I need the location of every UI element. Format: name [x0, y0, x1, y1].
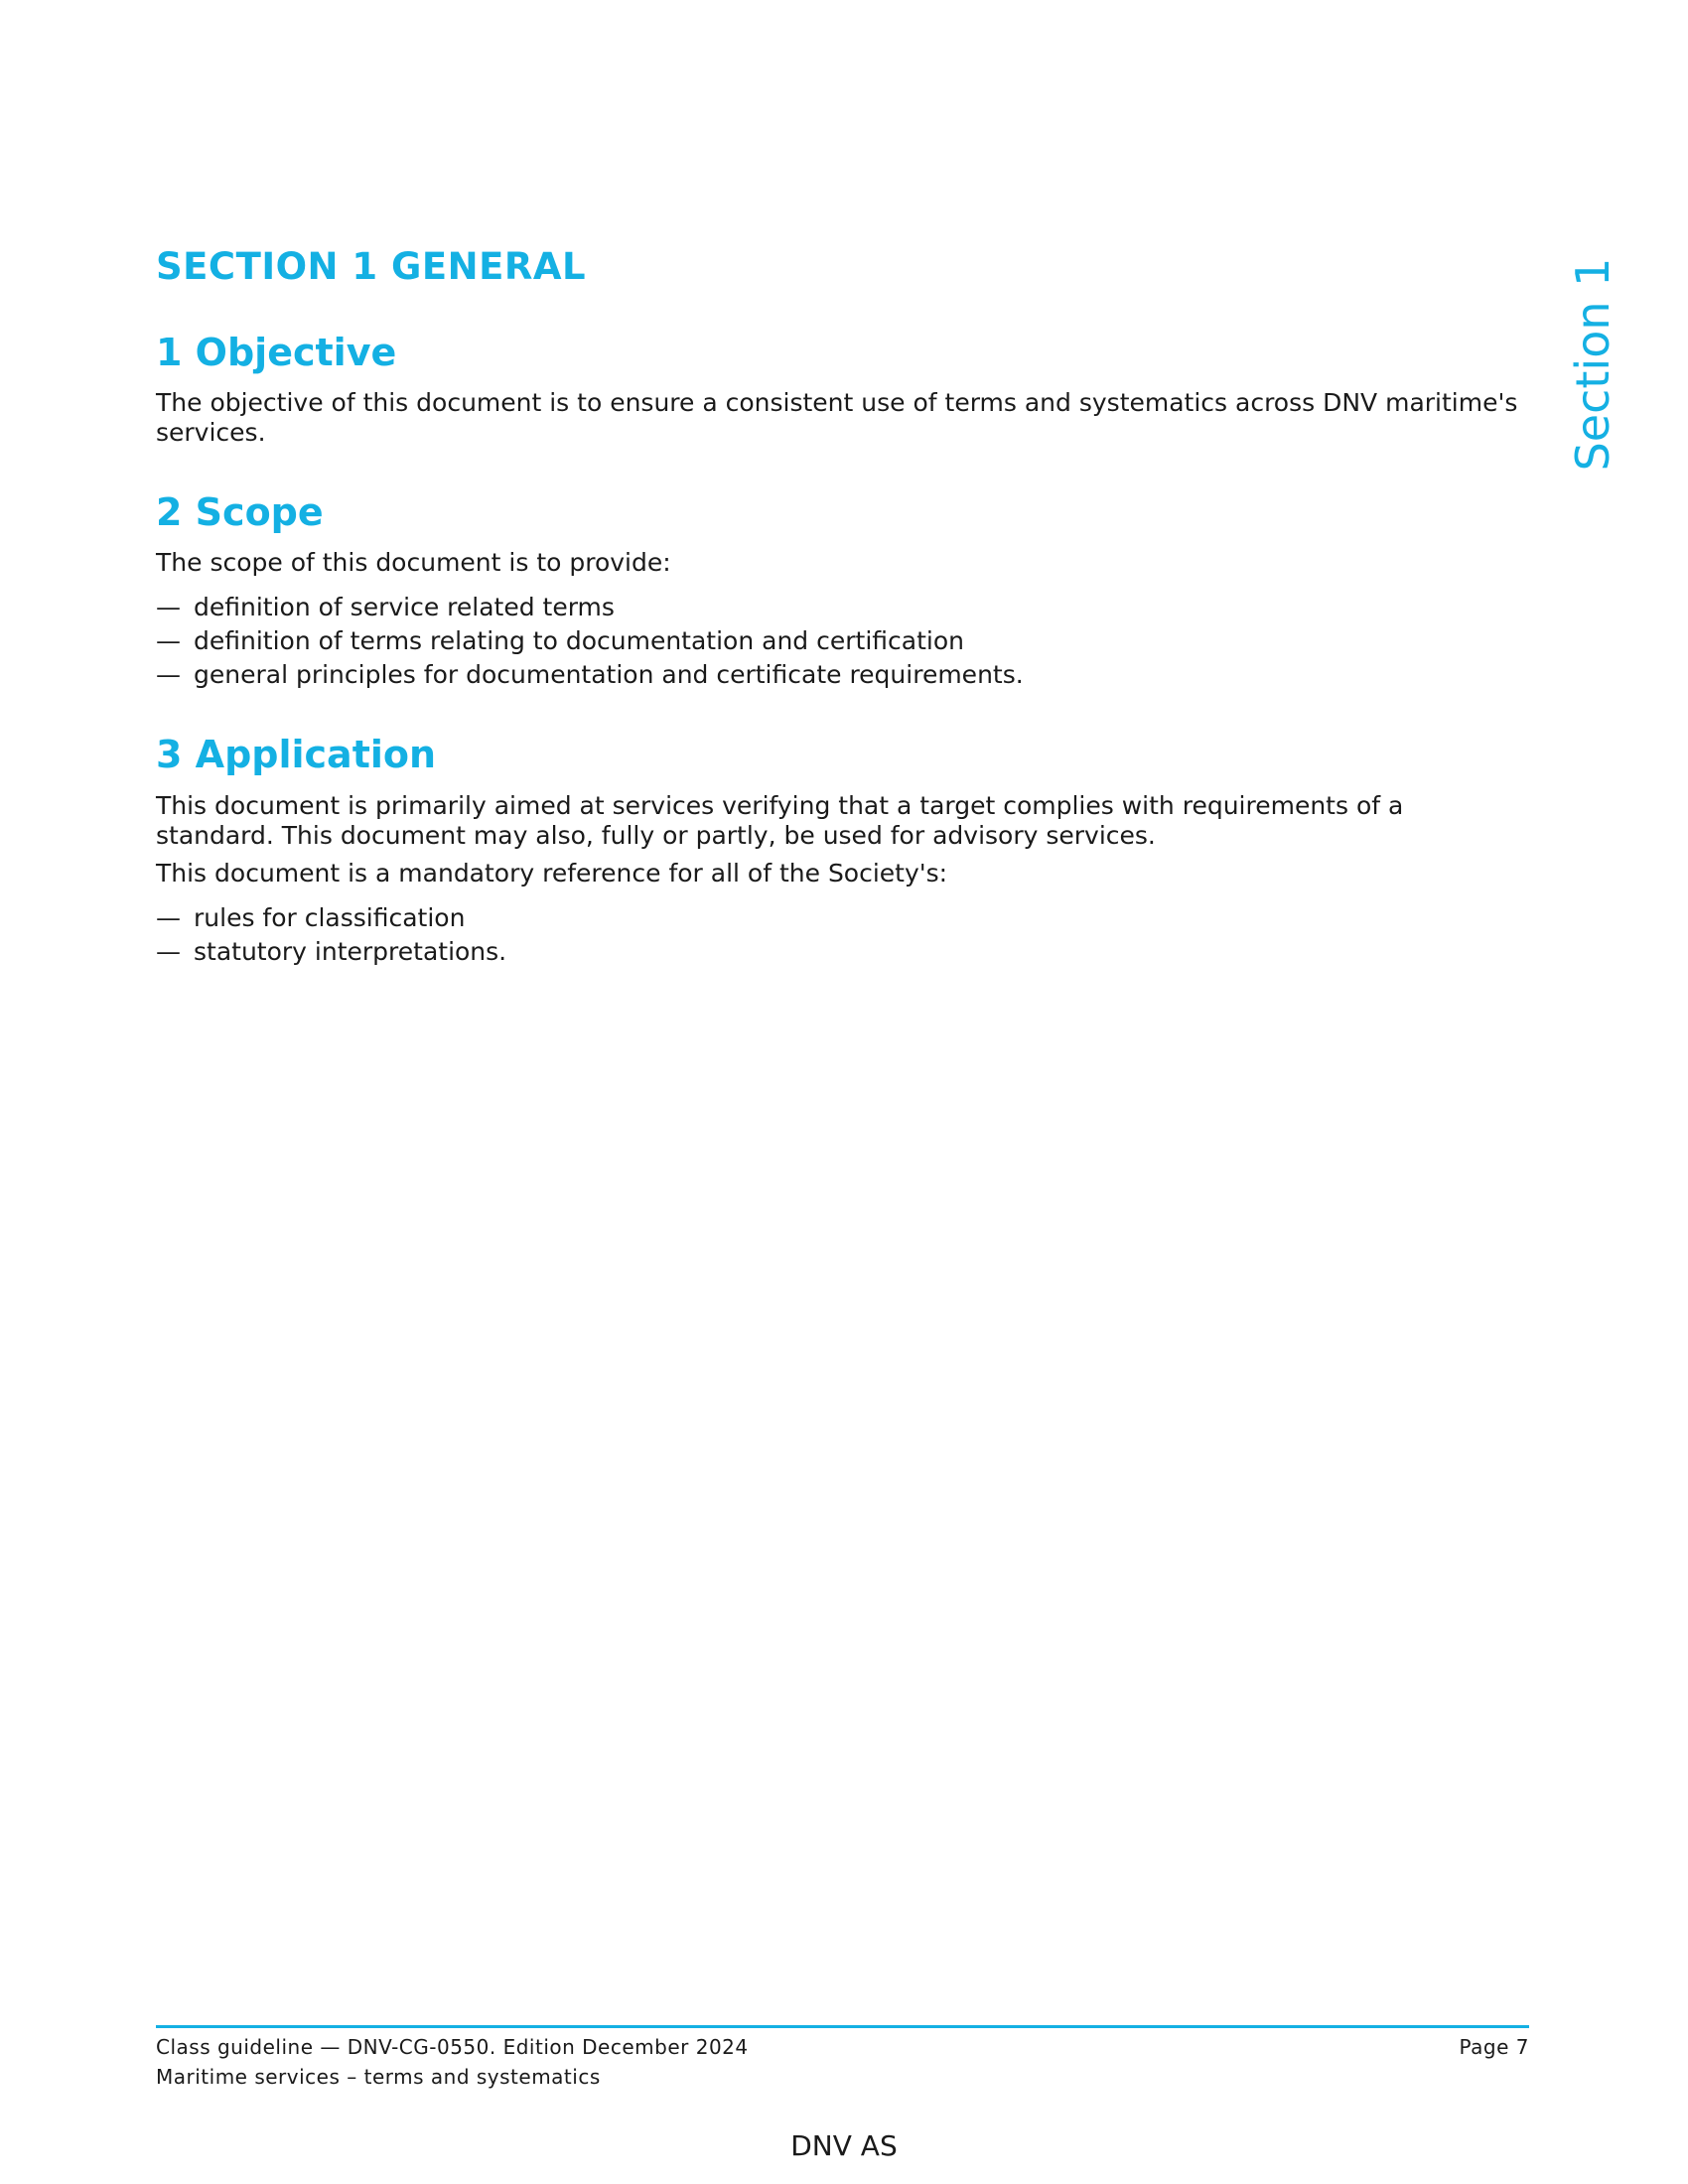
section-title: SECTION 1 GENERAL	[156, 245, 587, 288]
scope-intro: The scope of this document is to provide:	[156, 548, 671, 577]
scope-bullet: — definition of service related terms	[156, 593, 615, 621]
footer-document-id: Class guideline — DNV-CG-0550. Edition December 2024	[156, 2035, 749, 2059]
application-heading: 3 Application	[156, 733, 437, 776]
application-bullet: — rules for classification	[156, 903, 466, 932]
footer-document-title: Maritime services – terms and systematics	[156, 2065, 601, 2089]
scope-bullet: — general principles for documentation and certificate requirements.	[156, 660, 1024, 689]
objective-text: The objective of this document is to ensure a consistent use of terms and systematics across DNV maritime's services.	[156, 388, 1518, 447]
scope-bullet: — definition of terms relating to documentation and certification	[156, 626, 964, 655]
application-bullet: — statutory interpretations.	[156, 937, 507, 966]
scope-heading: 2 Scope	[156, 490, 324, 534]
footer-page-number: Page 7	[1459, 2035, 1529, 2059]
application-text-2: This document is a mandatory reference for all of the Society's:	[156, 859, 948, 887]
side-section-label: Section 1	[1566, 257, 1619, 472]
footer-company: DNV AS	[790, 2129, 898, 2162]
side-section-tab	[1563, 257, 1622, 472]
objective-heading: 1 Objective	[156, 331, 397, 374]
footer-divider	[156, 2025, 1529, 2028]
application-text-1: This document is primarily aimed at services verifying that a target complies with requirements of a standard. This document may also, fully or partly, be used for advisory services.	[156, 791, 1404, 850]
